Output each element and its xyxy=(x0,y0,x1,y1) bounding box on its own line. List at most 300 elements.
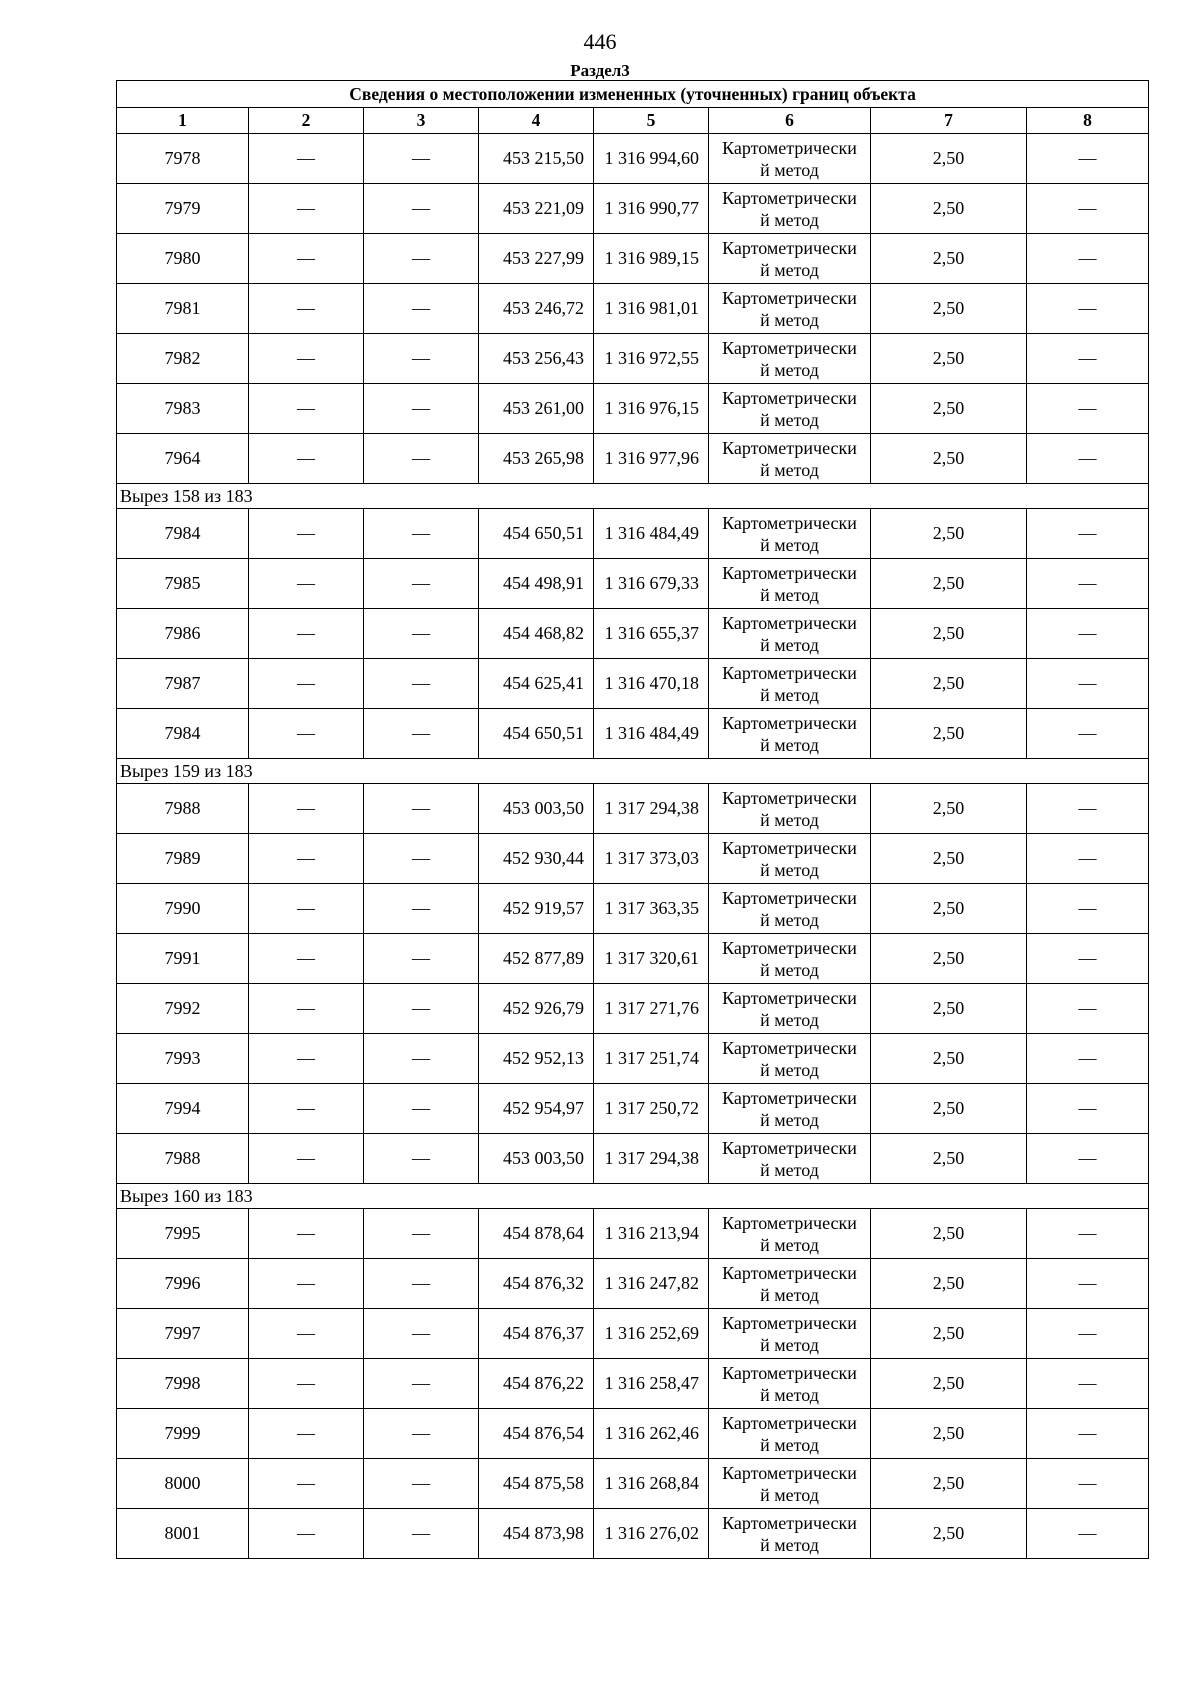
y-coordinate-cell: 1 317 363,35 xyxy=(594,884,709,934)
point-number-cell: 7979 xyxy=(117,184,249,234)
col2-cell: — xyxy=(249,1309,364,1359)
point-number-cell: 7980 xyxy=(117,234,249,284)
accuracy-cell: 2,50 xyxy=(871,334,1027,384)
x-coordinate-cell: 454 873,98 xyxy=(479,1509,594,1559)
col3-cell: — xyxy=(364,334,479,384)
point-number-cell: 7982 xyxy=(117,334,249,384)
x-coordinate-cell: 453 265,98 xyxy=(479,434,594,484)
col3-cell: — xyxy=(364,1259,479,1309)
accuracy-cell: 2,50 xyxy=(871,1359,1027,1409)
y-coordinate-cell: 1 316 247,82 xyxy=(594,1259,709,1309)
method-line-1: Картометрически xyxy=(722,787,857,808)
method-line-1: Картометрически xyxy=(722,1412,857,1433)
col3-cell: — xyxy=(364,984,479,1034)
point-number-cell: 7996 xyxy=(117,1259,249,1309)
y-coordinate-cell: 1 316 977,96 xyxy=(594,434,709,484)
x-coordinate-cell: 452 877,89 xyxy=(479,934,594,984)
col8-cell: — xyxy=(1027,1134,1149,1184)
point-number-cell: 7994 xyxy=(117,1084,249,1134)
point-number-cell: 7989 xyxy=(117,834,249,884)
method-cell xyxy=(709,609,871,659)
x-coordinate-cell: 454 876,22 xyxy=(479,1359,594,1409)
table-row xyxy=(117,834,1149,884)
col3-cell: — xyxy=(364,1309,479,1359)
col2-cell: — xyxy=(249,784,364,834)
col8-cell: — xyxy=(1027,284,1149,334)
y-coordinate-cell: 1 316 972,55 xyxy=(594,334,709,384)
method-line-1: Картометрически xyxy=(722,187,857,208)
col3-cell: — xyxy=(364,1209,479,1259)
point-number-cell: 7985 xyxy=(117,559,249,609)
y-coordinate-cell: 1 316 252,69 xyxy=(594,1309,709,1359)
col8-cell: — xyxy=(1027,334,1149,384)
accuracy-cell: 2,50 xyxy=(871,709,1027,759)
col8-cell: — xyxy=(1027,434,1149,484)
table-row xyxy=(117,1509,1149,1559)
method-cell xyxy=(709,834,871,884)
y-coordinate-cell: 1 316 258,47 xyxy=(594,1359,709,1409)
point-number-cell: 7984 xyxy=(117,709,249,759)
col2-cell: — xyxy=(249,234,364,284)
point-number-cell: 7988 xyxy=(117,784,249,834)
accuracy-cell: 2,50 xyxy=(871,1459,1027,1509)
col3-cell: — xyxy=(364,134,479,184)
method-cell xyxy=(709,1409,871,1459)
col2-cell: — xyxy=(249,384,364,434)
method-line-1: Картометрически xyxy=(722,712,857,733)
accuracy-cell: 2,50 xyxy=(871,284,1027,334)
method-line-2: й метод xyxy=(760,534,819,555)
col8-cell: — xyxy=(1027,234,1149,284)
y-coordinate-cell: 1 317 294,38 xyxy=(594,1134,709,1184)
method-cell xyxy=(709,659,871,709)
y-coordinate-cell: 1 317 294,38 xyxy=(594,784,709,834)
method-line-1: Картометрически xyxy=(722,987,857,1008)
table-row xyxy=(117,1359,1149,1409)
y-coordinate-cell: 1 316 655,37 xyxy=(594,609,709,659)
col3-cell: — xyxy=(364,284,479,334)
method-line-1: Картометрически xyxy=(722,562,857,583)
point-number-cell: 7991 xyxy=(117,934,249,984)
col8-cell: — xyxy=(1027,384,1149,434)
y-coordinate-cell: 1 316 276,02 xyxy=(594,1509,709,1559)
col8-cell: — xyxy=(1027,884,1149,934)
point-number-cell: 8001 xyxy=(117,1509,249,1559)
x-coordinate-cell: 453 003,50 xyxy=(479,784,594,834)
accuracy-cell: 2,50 xyxy=(871,434,1027,484)
point-number-cell: 7986 xyxy=(117,609,249,659)
method-line-2: й метод xyxy=(760,909,819,930)
col8-cell: — xyxy=(1027,1359,1149,1409)
col3-cell: — xyxy=(364,434,479,484)
point-number-cell: 7987 xyxy=(117,659,249,709)
method-line-1: Картометрически xyxy=(722,1212,857,1233)
method-line-2: й метод xyxy=(760,959,819,980)
x-coordinate-cell: 454 498,91 xyxy=(479,559,594,609)
y-coordinate-cell: 1 317 271,76 xyxy=(594,984,709,1034)
col8-cell: — xyxy=(1027,134,1149,184)
point-number-cell: 8000 xyxy=(117,1459,249,1509)
accuracy-cell: 2,50 xyxy=(871,1034,1027,1084)
table-row xyxy=(117,884,1149,934)
accuracy-cell: 2,50 xyxy=(871,1134,1027,1184)
accuracy-cell: 2,50 xyxy=(871,784,1027,834)
accuracy-cell: 2,50 xyxy=(871,1309,1027,1359)
y-coordinate-cell: 1 316 989,15 xyxy=(594,234,709,284)
method-cell xyxy=(709,1309,871,1359)
col2-cell: — xyxy=(249,559,364,609)
col2-cell: — xyxy=(249,1359,364,1409)
y-coordinate-cell: 1 316 679,33 xyxy=(594,559,709,609)
method-line-1: Картометрически xyxy=(722,237,857,258)
col3-cell: — xyxy=(364,1359,479,1409)
x-coordinate-cell: 452 930,44 xyxy=(479,834,594,884)
method-cell xyxy=(709,1359,871,1409)
method-line-2: й метод xyxy=(760,309,819,330)
column-number: 8 xyxy=(1027,108,1149,134)
method-line-2: й метод xyxy=(760,1059,819,1080)
table-row xyxy=(117,784,1149,834)
method-line-1: Картометрически xyxy=(722,1362,857,1383)
table-row xyxy=(117,1209,1149,1259)
point-number-cell: 7990 xyxy=(117,884,249,934)
point-number-cell: 7983 xyxy=(117,384,249,434)
method-line-2: й метод xyxy=(760,1284,819,1305)
method-line-2: й метод xyxy=(760,859,819,880)
point-number-cell: 7995 xyxy=(117,1209,249,1259)
method-cell xyxy=(709,1209,871,1259)
method-line-2: й метод xyxy=(760,1384,819,1405)
method-cell xyxy=(709,1259,871,1309)
accuracy-cell: 2,50 xyxy=(871,1509,1027,1559)
method-line-2: й метод xyxy=(760,1009,819,1030)
x-coordinate-cell: 452 952,13 xyxy=(479,1034,594,1084)
col3-cell: — xyxy=(364,1034,479,1084)
table-row xyxy=(117,609,1149,659)
table-row xyxy=(117,1409,1149,1459)
col8-cell: — xyxy=(1027,984,1149,1034)
x-coordinate-cell: 452 919,57 xyxy=(479,884,594,934)
method-line-2: й метод xyxy=(760,459,819,480)
method-line-1: Картометрически xyxy=(722,387,857,408)
method-line-2: й метод xyxy=(760,1159,819,1180)
method-line-1: Картометрически xyxy=(722,337,857,358)
method-cell xyxy=(709,884,871,934)
x-coordinate-cell: 452 926,79 xyxy=(479,984,594,1034)
method-line-1: Картометрически xyxy=(722,1037,857,1058)
col2-cell: — xyxy=(249,884,364,934)
accuracy-cell: 2,50 xyxy=(871,609,1027,659)
col3-cell: — xyxy=(364,1509,479,1559)
method-line-2: й метод xyxy=(760,1484,819,1505)
col8-cell: — xyxy=(1027,834,1149,884)
table-row xyxy=(117,1084,1149,1134)
point-number-cell: 7993 xyxy=(117,1034,249,1084)
method-line-1: Картометрически xyxy=(722,287,857,308)
method-cell xyxy=(709,1134,871,1184)
method-line-1: Картометрически xyxy=(722,1312,857,1333)
method-cell xyxy=(709,509,871,559)
col3-cell: — xyxy=(364,834,479,884)
col2-cell: — xyxy=(249,1259,364,1309)
method-cell xyxy=(709,384,871,434)
col2-cell: — xyxy=(249,509,364,559)
group-header-row xyxy=(117,1184,1149,1209)
column-number: 3 xyxy=(364,108,479,134)
accuracy-cell: 2,50 xyxy=(871,884,1027,934)
method-cell xyxy=(709,559,871,609)
method-cell xyxy=(709,934,871,984)
y-coordinate-cell: 1 316 484,49 xyxy=(594,509,709,559)
accuracy-cell: 2,50 xyxy=(871,934,1027,984)
method-line-2: й метод xyxy=(760,584,819,605)
table-body xyxy=(117,81,1149,1559)
method-line-1: Картометрически xyxy=(722,662,857,683)
column-number: 6 xyxy=(709,108,871,134)
method-line-1: Картометрически xyxy=(722,937,857,958)
y-coordinate-cell: 1 317 251,74 xyxy=(594,1034,709,1084)
table-row xyxy=(117,234,1149,284)
accuracy-cell: 2,50 xyxy=(871,1209,1027,1259)
table-row xyxy=(117,1034,1149,1084)
y-coordinate-cell: 1 317 373,03 xyxy=(594,834,709,884)
method-line-2: й метод xyxy=(760,634,819,655)
x-coordinate-cell: 454 875,58 xyxy=(479,1459,594,1509)
col8-cell: — xyxy=(1027,1259,1149,1309)
x-coordinate-cell: 454 876,32 xyxy=(479,1259,594,1309)
method-line-1: Картометрически xyxy=(722,1262,857,1283)
method-line-1: Картометрически xyxy=(722,612,857,633)
method-cell xyxy=(709,284,871,334)
x-coordinate-cell: 454 650,51 xyxy=(479,709,594,759)
group-label: Вырез 158 из 183 xyxy=(117,484,1149,509)
method-line-2: й метод xyxy=(760,409,819,430)
x-coordinate-cell: 453 221,09 xyxy=(479,184,594,234)
point-number-cell: 7998 xyxy=(117,1359,249,1409)
col2-cell: — xyxy=(249,284,364,334)
method-line-2: й метод xyxy=(760,209,819,230)
col8-cell: — xyxy=(1027,1084,1149,1134)
col8-cell: — xyxy=(1027,659,1149,709)
col3-cell: — xyxy=(364,559,479,609)
method-cell xyxy=(709,1034,871,1084)
col3-cell: — xyxy=(364,234,479,284)
point-number-cell: 7999 xyxy=(117,1409,249,1459)
col8-cell: — xyxy=(1027,184,1149,234)
group-header-row xyxy=(117,484,1149,509)
method-line-1: Картометрически xyxy=(722,137,857,158)
x-coordinate-cell: 454 650,51 xyxy=(479,509,594,559)
table-row xyxy=(117,1309,1149,1359)
col8-cell: — xyxy=(1027,1409,1149,1459)
method-line-1: Картометрически xyxy=(722,837,857,858)
col8-cell: — xyxy=(1027,509,1149,559)
method-line-2: й метод xyxy=(760,684,819,705)
x-coordinate-cell: 454 876,54 xyxy=(479,1409,594,1459)
method-line-2: й метод xyxy=(760,809,819,830)
method-cell xyxy=(709,709,871,759)
method-cell xyxy=(709,434,871,484)
column-number: 1 xyxy=(117,108,249,134)
y-coordinate-cell: 1 316 990,77 xyxy=(594,184,709,234)
x-coordinate-cell: 453 003,50 xyxy=(479,1134,594,1184)
method-line-2: й метод xyxy=(760,1334,819,1355)
point-number-cell: 7978 xyxy=(117,134,249,184)
x-coordinate-cell: 453 256,43 xyxy=(479,334,594,384)
col8-cell: — xyxy=(1027,1209,1149,1259)
table-row xyxy=(117,434,1149,484)
col3-cell: — xyxy=(364,934,479,984)
table-row xyxy=(117,384,1149,434)
method-line-2: й метод xyxy=(760,1434,819,1455)
y-coordinate-cell: 1 316 213,94 xyxy=(594,1209,709,1259)
x-coordinate-cell: 453 215,50 xyxy=(479,134,594,184)
y-coordinate-cell: 1 316 981,01 xyxy=(594,284,709,334)
table-row xyxy=(117,334,1149,384)
col3-cell: — xyxy=(364,384,479,434)
method-cell xyxy=(709,184,871,234)
col3-cell: — xyxy=(364,1459,479,1509)
col8-cell: — xyxy=(1027,784,1149,834)
table-row xyxy=(117,559,1149,609)
y-coordinate-cell: 1 316 262,46 xyxy=(594,1409,709,1459)
col2-cell: — xyxy=(249,709,364,759)
table-caption-row xyxy=(117,81,1149,108)
page-number: 446 xyxy=(583,29,617,54)
col3-cell: — xyxy=(364,784,479,834)
col8-cell: — xyxy=(1027,1034,1149,1084)
y-coordinate-cell: 1 316 484,49 xyxy=(594,709,709,759)
table-row xyxy=(117,934,1149,984)
col2-cell: — xyxy=(249,659,364,709)
method-cell xyxy=(709,1509,871,1559)
method-line-1: Картометрически xyxy=(722,1137,857,1158)
col2-cell: — xyxy=(249,1409,364,1459)
method-cell xyxy=(709,334,871,384)
table-row xyxy=(117,1459,1149,1509)
accuracy-cell: 2,50 xyxy=(871,834,1027,884)
method-cell xyxy=(709,234,871,284)
x-coordinate-cell: 454 468,82 xyxy=(479,609,594,659)
method-line-1: Картометрически xyxy=(722,1462,857,1483)
col3-cell: — xyxy=(364,884,479,934)
section-title: Раздел3 xyxy=(570,61,630,80)
col2-cell: — xyxy=(249,334,364,384)
method-line-2: й метод xyxy=(760,259,819,280)
method-line-2: й метод xyxy=(760,1534,819,1555)
method-line-1: Картометрически xyxy=(722,1512,857,1533)
accuracy-cell: 2,50 xyxy=(871,659,1027,709)
col3-cell: — xyxy=(364,659,479,709)
point-number-cell: 7988 xyxy=(117,1134,249,1184)
point-number-cell: 7997 xyxy=(117,1309,249,1359)
method-line-2: й метод xyxy=(760,159,819,180)
table-row xyxy=(117,134,1149,184)
method-cell xyxy=(709,1084,871,1134)
col2-cell: — xyxy=(249,609,364,659)
col2-cell: — xyxy=(249,1084,364,1134)
x-coordinate-cell: 453 246,72 xyxy=(479,284,594,334)
col2-cell: — xyxy=(249,1134,364,1184)
group-label: Вырез 159 из 183 xyxy=(117,759,1149,784)
method-line-1: Картометрически xyxy=(722,437,857,458)
method-line-2: й метод xyxy=(760,1234,819,1255)
table-row xyxy=(117,509,1149,559)
col2-cell: — xyxy=(249,834,364,884)
accuracy-cell: 2,50 xyxy=(871,234,1027,284)
col3-cell: — xyxy=(364,609,479,659)
x-coordinate-cell: 454 625,41 xyxy=(479,659,594,709)
col8-cell: — xyxy=(1027,709,1149,759)
col2-cell: — xyxy=(249,184,364,234)
table-row xyxy=(117,1134,1149,1184)
method-line-2: й метод xyxy=(760,359,819,380)
table-row xyxy=(117,1259,1149,1309)
point-number-cell: 7964 xyxy=(117,434,249,484)
col8-cell: — xyxy=(1027,559,1149,609)
method-line-1: Картометрически xyxy=(722,1087,857,1108)
x-coordinate-cell: 452 954,97 xyxy=(479,1084,594,1134)
col2-cell: — xyxy=(249,1209,364,1259)
method-line-1: Картометрически xyxy=(722,887,857,908)
method-line-2: й метод xyxy=(760,734,819,755)
col3-cell: — xyxy=(364,1409,479,1459)
point-number-cell: 7992 xyxy=(117,984,249,1034)
accuracy-cell: 2,50 xyxy=(871,509,1027,559)
col8-cell: — xyxy=(1027,609,1149,659)
accuracy-cell: 2,50 xyxy=(871,134,1027,184)
col2-cell: — xyxy=(249,1459,364,1509)
x-coordinate-cell: 454 878,64 xyxy=(479,1209,594,1259)
y-coordinate-cell: 1 316 470,18 xyxy=(594,659,709,709)
method-cell xyxy=(709,784,871,834)
column-number-row xyxy=(117,108,1149,134)
col2-cell: — xyxy=(249,1509,364,1559)
accuracy-cell: 2,50 xyxy=(871,384,1027,434)
method-cell xyxy=(709,984,871,1034)
col2-cell: — xyxy=(249,1034,364,1084)
y-coordinate-cell: 1 317 320,61 xyxy=(594,934,709,984)
accuracy-cell: 2,50 xyxy=(871,1259,1027,1309)
column-number: 2 xyxy=(249,108,364,134)
boundary-table xyxy=(116,80,1149,1559)
column-number: 5 xyxy=(594,108,709,134)
col8-cell: — xyxy=(1027,934,1149,984)
accuracy-cell: 2,50 xyxy=(871,1084,1027,1134)
col3-cell: — xyxy=(364,184,479,234)
col8-cell: — xyxy=(1027,1459,1149,1509)
y-coordinate-cell: 1 316 268,84 xyxy=(594,1459,709,1509)
column-number: 4 xyxy=(479,108,594,134)
point-number-cell: 7981 xyxy=(117,284,249,334)
method-line-2: й метод xyxy=(760,1109,819,1130)
group-header-row xyxy=(117,759,1149,784)
method-line-1: Картометрически xyxy=(722,512,857,533)
accuracy-cell: 2,50 xyxy=(871,559,1027,609)
table-row xyxy=(117,659,1149,709)
method-cell xyxy=(709,134,871,184)
group-label: Вырез 160 из 183 xyxy=(117,1184,1149,1209)
col8-cell: — xyxy=(1027,1309,1149,1359)
table-caption: Сведения о местоположении измененных (уточненных) границ объекта xyxy=(117,81,1149,108)
col3-cell: — xyxy=(364,1084,479,1134)
accuracy-cell: 2,50 xyxy=(871,1409,1027,1459)
accuracy-cell: 2,50 xyxy=(871,184,1027,234)
x-coordinate-cell: 454 876,37 xyxy=(479,1309,594,1359)
x-coordinate-cell: 453 227,99 xyxy=(479,234,594,284)
column-number: 7 xyxy=(871,108,1027,134)
col3-cell: — xyxy=(364,709,479,759)
